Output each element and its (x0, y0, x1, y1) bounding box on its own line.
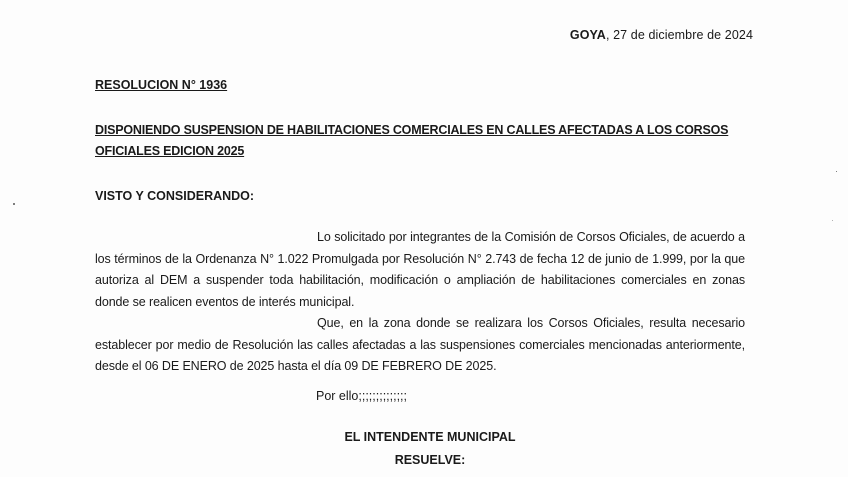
scan-speck (836, 171, 837, 172)
scan-speck (832, 220, 833, 221)
closing-phrase: Por ello;;;;;;;;;;;;;; (316, 389, 408, 403)
issue-date: , 27 de diciembre de 2024 (605, 28, 753, 42)
resolves-heading: RESUELVE: (394, 453, 466, 467)
considerations-heading: VISTO Y CONSIDERANDO: (95, 189, 255, 203)
considerations-body (95, 227, 745, 378)
city-name: GOYA (569, 28, 606, 42)
resolution-title: DISPONIENDO SUSPENSION DE HABILITACIONES COMERCIALES EN CALLES AFECTADAS A LOS CORSOS OFICIALES EDICION 2025 (95, 123, 729, 158)
resolution-number: RESOLUCION N° 1936 (95, 78, 228, 92)
date-line (570, 28, 753, 42)
consideration-paragraph: Que, en la zona donde se realizara los Corsos Oficiales, resulta necesario establecer por medio de Resolución las calles afectadas a las suspensiones comerciales mencionadas anteriormente, desde el 06 DE ENERO de 2025 hasta el día 09 DE FEBRERO DE 2025. (95, 316, 745, 373)
scan-speck (13, 203, 15, 205)
consideration-paragraph: Lo solicitado por integrantes de la Comisión de Corsos Oficiales, de acuerdo a los términos de la Ordenanza N° 1.022 Promulgada por Resolución N° 2.743 de fecha 12 de junio de 1.999, por la que autoriza al DEM a suspender toda habilitación, modificación o ampliación de habilitaciones comerciales en zonas donde se realicen eventos de interés municipal. (95, 230, 745, 309)
authority-title: EL INTENDENTE MUNICIPAL (344, 430, 516, 444)
